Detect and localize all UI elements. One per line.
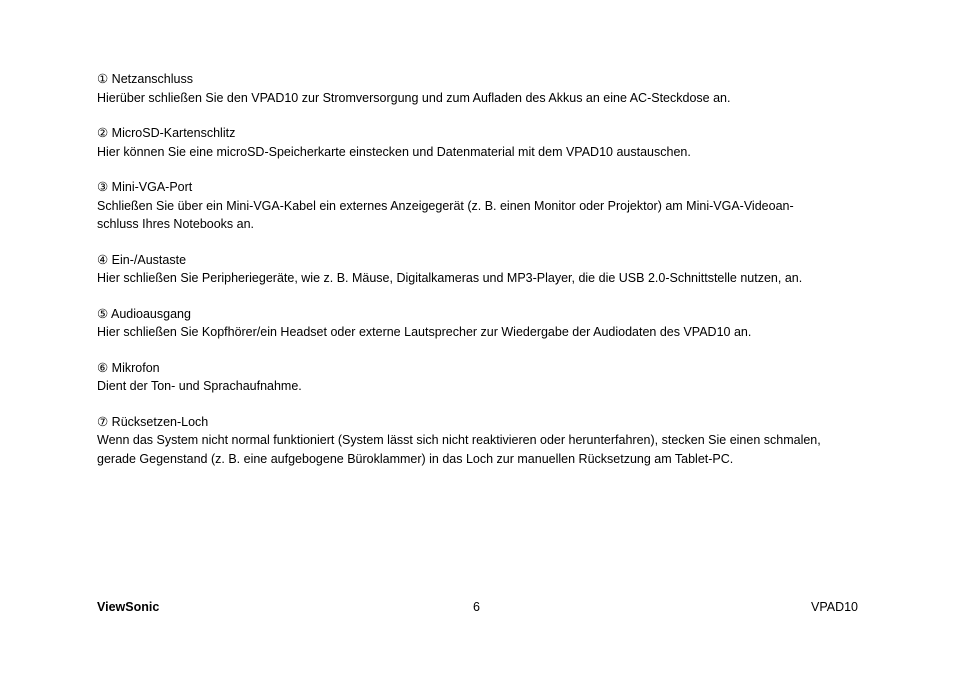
section-heading: ⑤ Audioausgang: [97, 306, 191, 321]
description-line: schluss Ihres Notebooks an.: [97, 217, 255, 231]
section-audio-out: [97, 305, 867, 342]
footer-brand: ViewSonic: [97, 600, 160, 614]
page-footer: [97, 598, 858, 616]
section-heading: ⑥ Mikrofon: [97, 360, 160, 375]
section-heading: ⑦ Rücksetzen-Loch: [97, 414, 209, 429]
section-heading: ④ Ein-/Austaste: [97, 252, 187, 267]
section-heading: ② MicroSD-Kartenschlitz: [97, 126, 236, 140]
description-line: Hier schließen Sie Kopfhörer/ein Headset oder externe Lautsprecher zur Wiedergabe der Audiodaten des VPAD10 an.: [97, 325, 752, 339]
section-description: [97, 143, 867, 162]
page-number: 6: [473, 600, 480, 614]
section-description: [97, 269, 867, 288]
document-content: [97, 70, 867, 485]
section-power-button: [97, 251, 867, 288]
section-description: [97, 89, 867, 108]
section-mini-vga-port: [97, 178, 867, 234]
description-line: Wenn das System nicht normal funktioniert (System lässt sich nicht reaktivieren oder herunterfahren), stecken Sie einen schmalen,: [97, 433, 821, 447]
section-microphone: [97, 359, 867, 396]
section-heading: ③ Mini-VGA-Port: [97, 180, 193, 194]
description-line: Hierüber schließen Sie den VPAD10 zur Stromversorgung und zum Aufladen des Akkus an eine AC-Steckdose an.: [97, 90, 731, 105]
description-line: Hier können Sie eine microSD-Speicherkarte einstecken und Datenmaterial mit dem VPAD10 austauschen.: [97, 144, 691, 159]
description-line: Hier schließen Sie Peripheriegeräte, wie z. B. Mäuse, Digitalkameras und MP3-Player, die die USB 2.0-Schnittstelle nutzen, an.: [97, 271, 803, 285]
section-microsd-slot: [97, 124, 867, 161]
footer-model: VPAD10: [810, 600, 858, 614]
description-line: gerade Gegenstand (z. B. eine aufgebogene Büroklammer) in das Loch zur manuellen Rücksetzung am Tablet-PC.: [97, 451, 734, 466]
section-heading: ① Netzanschluss: [97, 72, 193, 86]
description-line: Dient der Ton- und Sprachaufnahme.: [97, 379, 302, 393]
section-reset-hole: [97, 413, 867, 469]
section-description: [97, 197, 867, 234]
description-line: Schließen Sie über ein Mini-VGA-Kabel ein externes Anzeigegerät (z. B. einen Monitor oder Projektor) am Mini-VGA-Videoan-: [97, 198, 794, 213]
section-description: [97, 323, 867, 342]
section-description: [97, 431, 867, 468]
section-description: [97, 377, 867, 396]
section-power-connector: [97, 70, 867, 107]
